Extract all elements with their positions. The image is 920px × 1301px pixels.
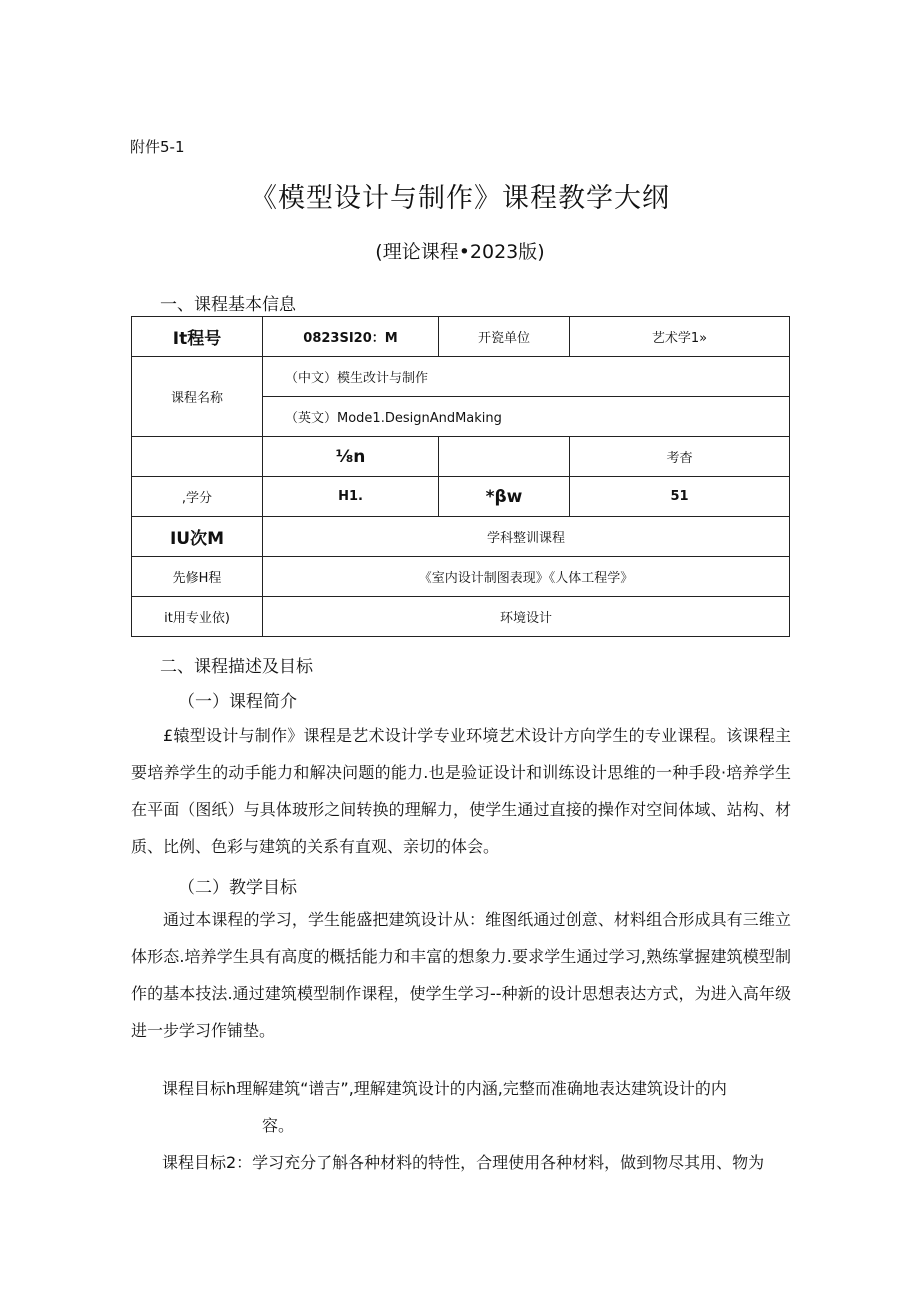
table-row (132, 437, 790, 477)
course-code-label: It程号 (132, 317, 263, 357)
course-name-cn: （中文）模生改计与制作 (263, 357, 790, 397)
course-name-label: 课程名称 (132, 357, 263, 437)
assessment-value: 考杳 (570, 437, 790, 477)
goals-subheading: （二）教学目标 (178, 878, 297, 898)
hours-label: *βw (439, 477, 570, 517)
course-goal-1: 课程目标h理解建筑“谱吉”,理解建筑设计的内涵,完整而准确地表达建筑设计的内 (162, 1079, 727, 1098)
table-row (132, 517, 790, 557)
prerequisite-value: 《室内设计制图表现》《人体工程学》 (263, 557, 790, 597)
section2-heading: 二、课程描述及目标 (160, 657, 313, 677)
document-title: 《模型设计与制作》课程教学大纲 (250, 183, 670, 214)
credits-label: ,学分 (132, 477, 263, 517)
course-name-en: （英文）Mode1.DesignAndMaking (263, 397, 790, 437)
department-value: 艺术学1» (570, 317, 790, 357)
course-goal-2: 课程目标2：学习充分了斛各种材料的特性，合理使用各种材料，做到物尽其用、物为 (162, 1153, 765, 1172)
course-category-label: IU次M (132, 517, 263, 557)
teaching-goals-paragraph: 通过本课程的学习，学生能盛把建筑设计从：维图纸通过创意、材料组合形成具有三维立体形态.培养学生具有高度的概括能力和丰富的想象力.要求学生通过学习,熟练掌握建筑模型制作的基本技法.通过建筑模型制作课程，使学生学习--种新的设计思想表达方式，为进入高年级进一步学习作铺垫。 (131, 910, 791, 1040)
document-subtitle: (理论课程•2023版) (375, 241, 545, 263)
table-row (132, 597, 790, 637)
credits-value: H1. (263, 477, 439, 517)
section1-heading: 一、课程基本信息 (160, 295, 296, 315)
prerequisite-label: 先修H程 (132, 557, 263, 597)
department-label: 开瓷单位 (439, 317, 570, 357)
course-goal-1-continued: 容。 (262, 1116, 295, 1135)
assessment-label (439, 437, 570, 477)
applicable-major-value: 环境设计 (263, 597, 790, 637)
course-info-table (131, 316, 790, 637)
table-row (132, 357, 790, 397)
course-code-value: 0823SI20：M (263, 317, 439, 357)
hours-value: 51 (570, 477, 790, 517)
attachment-label: 附件5-1 (130, 138, 185, 156)
table-row (132, 477, 790, 517)
course-category-value: 学科整训课程 (263, 517, 790, 557)
course-intro-paragraph: £辕型设计与制作》课程是艺术设计学专业环境艺术设计方向学生的专业课程。该课程主要培养学生的动手能力和解决问题的能力.也是验证设计和训练设计思维的一种手段·培养学生在平面（图纸）与具体玻形之间转换的理解力，使学生通过直接的操作对空间体域、站构、材质、比例、色彩与建筑的关系有直观、亲切的体会。 (131, 726, 791, 856)
table-row (132, 317, 790, 357)
course-type-value: ⅛n (263, 437, 439, 477)
table-cell-empty (132, 437, 263, 477)
applicable-major-label: it用专业依) (132, 597, 263, 637)
intro-subheading: （一）课程简介 (178, 692, 297, 712)
table-row (132, 557, 790, 597)
